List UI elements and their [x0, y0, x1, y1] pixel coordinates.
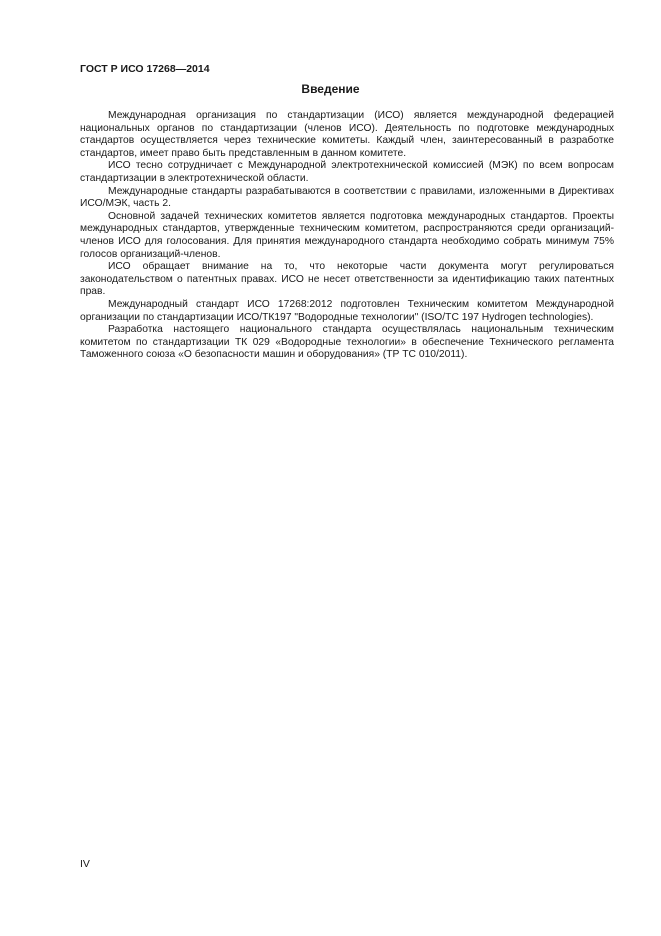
section-title: Введение: [301, 82, 360, 96]
paragraph: Разработка настоящего национального стандарта осуществлялась национальным техническим комитетом по стандартизации ТК 029 «Водородные технологии» в обеспечение Технического регламента Таможенного союза «О безопасности машин и оборудования» (ТР ТС 010/2011).: [80, 324, 614, 361]
document-body: [80, 110, 614, 362]
paragraph: Основной задачей технических комитетов является подготовка международных стандартов. Проекты международных стандартов, утвержденные техническим комитетом, распространяются среди организаций-членов ИСО для голосования. Для принятия международного стандарта необходимо собрать минимум 75% голосов организаций-членов.: [80, 210, 614, 260]
paragraph: ИСО обращает внимание на то, что некоторые части документа могут регулироваться законодательством о патентных правах. ИСО не несет ответственности за идентификацию таких патентных прав.: [80, 261, 614, 298]
paragraph: Международная организация по стандартизации (ИСО) является международной федерацией национальных органов по стандартизации (членов ИСО). Деятельность по подготовке международных стандартов осуществляется через технические комитеты. Каждый член, заинтересованный в разработке стандартов, имеет право быть представленным в данном комитете.: [80, 110, 614, 159]
paragraph: Международные стандарты разрабатываются в соответствии с правилами, изложенными в Директивах ИСО/МЭК, часть 2.: [80, 185, 614, 210]
page-number: IV: [80, 858, 90, 870]
paragraph: ИСО тесно сотрудничает с Международной электротехнической комиссией (МЭК) по всем вопросам стандартизации в электротехнической области.: [80, 160, 614, 184]
paragraph: Международный стандарт ИСО 17268:2012 подготовлен Техническим комитетом Международной организации по стандартизации ИСО/ТК197 "Водородные технологии" (ISO/TC 197 Hydrogen technologies).: [80, 298, 614, 323]
document-header: ГОСТ Р ИСО 17268—2014: [80, 63, 210, 75]
